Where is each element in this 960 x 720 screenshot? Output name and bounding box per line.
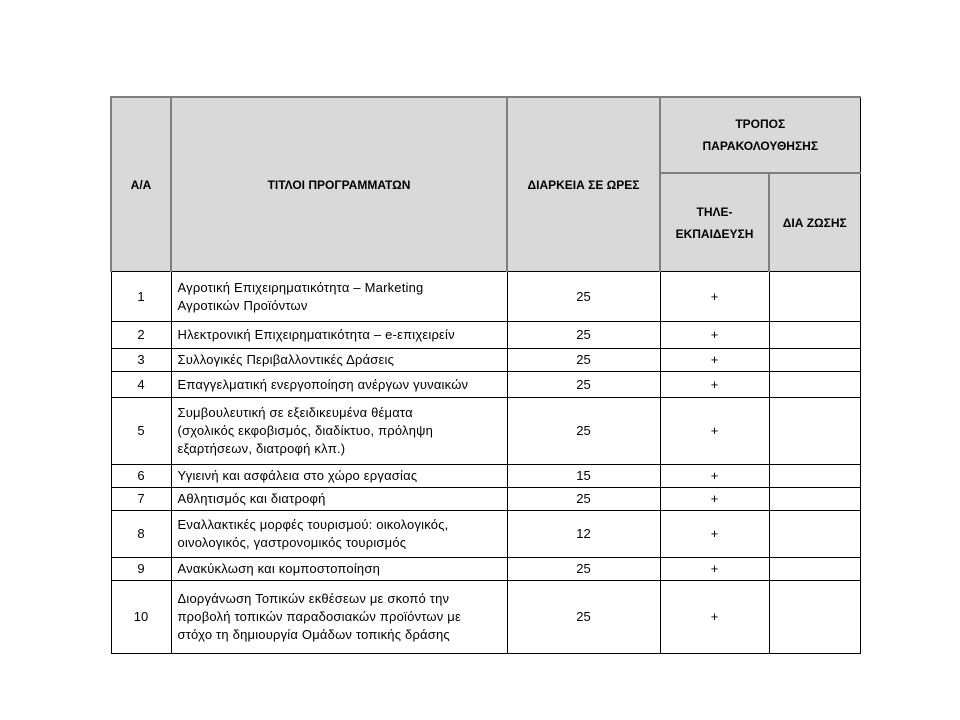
- table-row: [111, 465, 860, 488]
- row-in-person-mark: [769, 581, 860, 654]
- row-title: [171, 398, 507, 465]
- row-duration: 25: [507, 349, 660, 372]
- row-duration: 15: [507, 465, 660, 488]
- row-title-line: οινολογικός, γαστρονομικός τουρισμός: [177, 535, 407, 550]
- header-mode-line2: ΠΑΡΑΚΟΛΟΥΘΗΣΗΣ: [702, 139, 819, 153]
- table-row: [111, 349, 860, 372]
- row-duration: 25: [507, 398, 660, 465]
- row-title-line: Αγροτικών Προϊόντων: [177, 297, 308, 313]
- table-row: [111, 272, 860, 322]
- row-title-line: εξαρτήσεων, διατροφή κλπ.): [177, 441, 346, 456]
- row-duration: 12: [507, 511, 660, 558]
- row-tele-education-mark: +: [660, 465, 769, 488]
- row-number: 1: [111, 272, 171, 322]
- row-title: [171, 581, 507, 654]
- row-title: [171, 558, 507, 581]
- row-title: [171, 322, 507, 349]
- table-row: [111, 398, 860, 465]
- row-in-person-mark: [769, 372, 860, 398]
- header-in-person: [769, 173, 860, 272]
- row-tele-education-mark: +: [660, 511, 769, 558]
- header-mode-line1: ΤΡΟΠΟΣ: [735, 117, 786, 131]
- header-duration: [507, 97, 660, 272]
- row-title-line: (σχολικός εκφοβισμός, διαδίκτυο, πρόληψη: [177, 423, 434, 438]
- table-row: [111, 372, 860, 398]
- row-number: 7: [111, 488, 171, 511]
- row-title-line: Αθλητισμός και διατροφή: [177, 491, 326, 506]
- row-number: 10: [111, 581, 171, 654]
- row-number: 9: [111, 558, 171, 581]
- row-title-line: Εναλλακτικές μορφές τουρισμού: οικολογικός,: [177, 517, 449, 532]
- row-title-line: Συλλογικές Περιβαλλοντικές Δράσεις: [177, 352, 395, 367]
- row-in-person-mark: [769, 465, 860, 488]
- row-title: [171, 511, 507, 558]
- row-number: 4: [111, 372, 171, 398]
- header-live-label: ΔΙΑ ΖΩΣΗΣ: [782, 215, 847, 230]
- header-row: [111, 97, 860, 173]
- row-title-line: Επαγγελματική ενεργοποίηση ανέργων γυναικών: [177, 376, 469, 392]
- row-duration: 25: [507, 272, 660, 322]
- row-duration: 25: [507, 581, 660, 654]
- programs-table: [110, 96, 861, 654]
- header-tele-line2: ΕΚΠΑΙΔΕΥΣΗ: [675, 226, 754, 241]
- row-in-person-mark: [769, 272, 860, 322]
- row-duration: 25: [507, 322, 660, 349]
- row-duration: 25: [507, 488, 660, 511]
- table-row: [111, 558, 860, 581]
- row-title: [171, 372, 507, 398]
- table-row: [111, 511, 860, 558]
- header-number-label: Α/Α: [130, 177, 152, 192]
- table-row: [111, 488, 860, 511]
- row-duration: 25: [507, 372, 660, 398]
- row-in-person-mark: [769, 349, 860, 372]
- header-tele-line1: ΤΗΛΕ-: [696, 204, 733, 219]
- row-tele-education-mark: +: [660, 372, 769, 398]
- row-title: [171, 272, 507, 322]
- row-in-person-mark: [769, 322, 860, 349]
- row-in-person-mark: [769, 398, 860, 465]
- row-in-person-mark: [769, 558, 860, 581]
- row-number: 2: [111, 322, 171, 349]
- row-number: 8: [111, 511, 171, 558]
- row-title-line: Συμβουλευτική σε εξειδικευμένα θέματα: [177, 405, 413, 420]
- row-number: 6: [111, 465, 171, 488]
- row-tele-education-mark: +: [660, 581, 769, 654]
- row-duration: 25: [507, 558, 660, 581]
- table-row: [111, 322, 860, 349]
- header-duration-label: ΔΙΑΡΚΕΙΑ ΣΕ ΩΡΕΣ: [527, 177, 640, 192]
- row-tele-education-mark: +: [660, 322, 769, 349]
- row-title-line: Ηλεκτρονική Επιχειρηματικότητα – e-επιχειρείν: [177, 327, 455, 342]
- table-body: [111, 272, 860, 654]
- header-number: [111, 97, 171, 272]
- header-titles: [171, 97, 507, 272]
- row-title: [171, 349, 507, 372]
- row-title-line: προβολή τοπικών παραδοσιακών προϊόντων με: [177, 609, 461, 624]
- row-number: 5: [111, 398, 171, 465]
- row-title-line: Ανακύκλωση και κομποστοποίηση: [177, 561, 381, 576]
- row-number: 3: [111, 349, 171, 372]
- row-title: [171, 465, 507, 488]
- row-title-line: στόχο τη δημιουργία Ομάδων τοπικής δράσης: [177, 627, 450, 642]
- header-attendance-mode: [660, 97, 860, 173]
- row-tele-education-mark: +: [660, 558, 769, 581]
- row-in-person-mark: [769, 511, 860, 558]
- header-titles-label: ΤΙΤΛΟΙ ΠΡΟΓΡΑΜΜΑΤΩΝ: [267, 177, 411, 192]
- row-in-person-mark: [769, 488, 860, 511]
- row-tele-education-mark: +: [660, 349, 769, 372]
- row-tele-education-mark: +: [660, 272, 769, 322]
- row-tele-education-mark: +: [660, 488, 769, 511]
- row-title-line: Διοργάνωση Τοπικών εκθέσεων με σκοπό την: [177, 591, 450, 606]
- row-title-line: Υγιεινή και ασφάλεια στο χώρο εργασίας: [177, 468, 418, 483]
- row-title: [171, 488, 507, 511]
- row-title-line: Αγροτική Επιχειρηματικότητα – Marketing: [177, 279, 424, 295]
- table-row: [111, 581, 860, 654]
- header-tele-education: [660, 173, 769, 272]
- row-tele-education-mark: +: [660, 398, 769, 465]
